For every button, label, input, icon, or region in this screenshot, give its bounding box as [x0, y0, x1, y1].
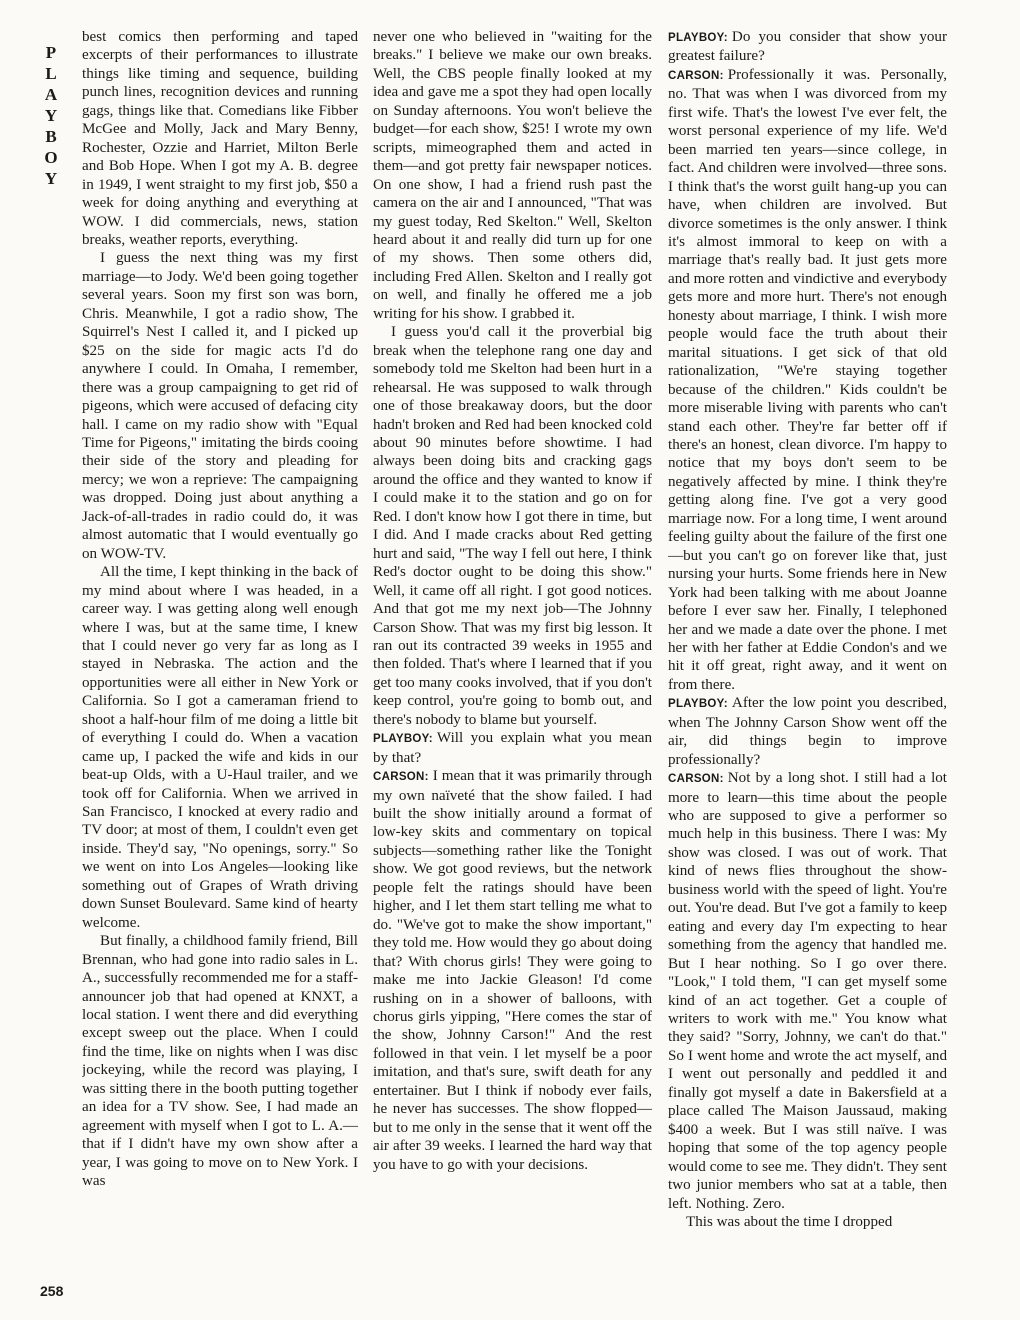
text-column-1 — [82, 28, 358, 1298]
speaker-label: CARSON: — [668, 69, 724, 82]
speaker-label: PLAYBOY: — [668, 32, 728, 44]
paragraph-text: I mean that it was primarily through my own naïveté that the show failed. I had built the show initially around a format of low-key skits and commentary on topical subjects—something rather like the Tonight show. We got good reviews, but the network people felt the ratings should have been higher, and I let them start telling me what to do. "We've got to make the show important," they told me. How would they go about doing that? With chorus girls! They were going to make me into Jackie Gleason! I'd come rushing on in a shower of balloons, with chorus girls yipping, "Here comes the star of the show, Johnny Carson!" And the rest followed in that vein. I let myself be a poor imitation, and that's sure, swift death for any entertainer. But I think if nobody ever fails, he never has successes. The show flopped—but to me only in the sense that it went off the air after 39 weeks. I learned the hard way that you have to go with your decisions. — [373, 768, 652, 1173]
speaker-label: CARSON: — [373, 771, 429, 784]
masthead-letter: L — [45, 64, 57, 83]
speaker-label: PLAYBOY: — [668, 698, 728, 711]
masthead-letter: Y — [44, 169, 58, 188]
speaker-label: CARSON: — [668, 773, 724, 786]
interview-answer — [668, 66, 947, 694]
interview-question — [373, 729, 652, 767]
paragraph-text: Professionally it was. Personally, no. That was when I was divorced from my first wife. That's the lowest I've ever felt, the worst personal experience of my life. We'd been married ten years—since college, in fact. And children were involved—three sons. I think that's the worst guilt hang-up you can have, when children are involved. But divorce sometimes is the only answer. I think it's almost immoral to keep on with a marriage that's really bad. It just gets more and more rotten and vindictive and everybody gets more and more hurt. There's not enough honesty about marriage, I think. I wish more people would face the truth about their marital situations. I get sick of that old rationalization, "We're staying together because of the children." Kids couldn't be more miserable living with parents who can't stand each other. They're far better off if there's an honest, clean divorce. I'm happy to notice that my boys don't seem to be negatively affected by mine. I think they're getting along fine. I've got a very good marriage now. For a long time, I went around feeling guilty about the failure of the first one—but you can't go on forever like that, just nursing your hurts. Some friends here in New York had been talking with me about Joanne before I ever saw her. Finally, I telephoned her and we made a date over the phone. I met her with her father at Eddie Condon's and we hit it off great, right away, and it went on from there. — [668, 66, 947, 693]
interview-answer — [373, 767, 652, 1174]
paragraph-text: Do you consider that show your greatest failure? — [668, 29, 947, 65]
body-paragraph: I guess the next thing was my first marriage—to Jody. We'd been going together several years. Soon my first son was born, Chris. Meanwhile, I got a radio show, The Squirrel's Nest I called it, and I picked up $25 on the side for magic acts I'd do anywhere I could. In Omaha, I remember, there was a group campaigning to get rid of pigeons, which were accused of defacing city hall. I came on my radio show with "Equal Time for Pigeons," imitating the birds cooing their side of the story and pleading for mercy; we won a reprieve: The campaigning was dropped. Doing just about anything a Jack-of-all-trades in radio could do, it was almost automatic that I would eventually go on WOW-TV. — [82, 250, 358, 562]
masthead-letter: O — [44, 148, 58, 167]
paragraph-text: After the low point you described, when The Johnny Carson Show went off the air, did things begin to improve professionally? — [668, 695, 947, 768]
page-number: 258 — [40, 1283, 64, 1299]
body-paragraph: But finally, a childhood family friend, Bill Brennan, who had gone into radio sales in L. A., successfully recommended me for a staff-announcer job that had opened at KNXT, a local station. I went there and did everything except sweep out the place. When I could find the time, like on nights when I was disc jockeying, while the record was playing, I was sitting there in the booth putting together an idea for a TV show. See, I had made an agreement with myself when I got to L. A.—that if I didn't have my own show after a year, I was going to move on to New York. I was — [82, 933, 358, 1190]
magazine-masthead-vertical — [40, 42, 62, 189]
text-column-2 — [373, 28, 652, 1298]
masthead-letter: P — [45, 43, 57, 62]
body-paragraph: All the time, I kept thinking in the back of my mind about where I was headed, in a career way. I was getting along well enough where I was, but at the same time, I knew that I could never go very far as long as I stayed in Nebraska. The action and the opportunities were all either in New York or California. So I got a cameraman friend to shoot a half-hour film of me doing a little bit of everything I could do. When a vacation came up, I packed the wife and kids in our beat-up Olds, with a U-Haul trailer, and we took off for California. When we arrived in San Francisco, I knocked at every radio and TV door; at most of them, I couldn't even get inside. They'd say, "No openings, sorry." So we went on into Los Angeles—looking like something out of Grapes of Wrath driving down Sunset Boulevard. Same kind of hearty welcome. — [82, 564, 358, 931]
masthead-letter: A — [44, 85, 58, 104]
body-paragraph: best comics then performing and taped excerpts of their performances to illustrate things like timing and sequence, building punch lines, recognition devices and running gags, things like that. Comedians like Fibber McGee and Molly, Jack and Mary Benny, Rochester, Ozzie and Harriet, Milton Berle and Bob Hope. When I got my A. B. degree in 1949, I went straight to my first job, $50 a week for doing anything and everything at WOW. I did commercials, news, station breaks, weather reports, everything. — [82, 29, 358, 248]
interview-question — [668, 28, 947, 66]
body-paragraph: never one who believed in "waiting for the breaks." I believe we make our own breaks. Well, the CBS people finally looked at my idea and gave me a spot they had open locally on Sunday afternoons. You won't believe the budget—for each show, $25! I wrote my own scripts, mimeographed them and acted in them—and got pretty fair newspaper notices. On one show, I had a friend rush past the camera on the air and I announced, "That was my guest today, Red Skelton." Well, Skelton heard about it and really did turn up for one of my shows. Then some others did, including Fred Allen. Skelton and I really got on well, and finally he offered me a job writing for his show. I grabbed it. — [373, 29, 652, 322]
masthead-letter: Y — [44, 106, 58, 125]
text-column-3 — [668, 28, 947, 1298]
paragraph-text: Not by a long shot. I still had a lot more to learn—this time about the people who are supposed to give a performer so much help in this business. There I was: My show was closed. I was out of work. That kind of news flies throughout the show-business world with the speed of light. You're out. You're dead. But I've got a family to keep eating and every day I'm expecting to hear something from the agency that handled me. But I hear nothing. So I go over there. "Look," I told them, "I can get myself some kind of an act together. Get a couple of writers to work with me." You know what they said? "Sorry, Johnny, we can't do that." So I went home and wrote the act myself, and I went out personally and peddled it and finally got myself a date in Bakersfield at a place called The Maison Jaussaud, making $400 a week. But I was still naïve. I was hoping that some of the top agency people would come to see me. They didn't. They sent two junior members who sat at a table, then left. Nothing. Zero. — [668, 770, 947, 1212]
speaker-label: PLAYBOY: — [373, 733, 433, 746]
interview-answer — [668, 769, 947, 1213]
body-paragraph: This was about the time I dropped — [686, 1214, 893, 1230]
paragraph-text: Will you explain what you mean by that? — [373, 730, 652, 766]
masthead-letter: B — [45, 127, 57, 146]
body-paragraph: I guess you'd call it the proverbial big break when the telephone rang one day and somebody told me Skelton had been hurt in a rehearsal. He was supposed to walk through one of those breakaway doors, but the door hadn't broken and Red had been knocked cold about 90 minutes before showtime. I had always been doing bits and cracking gags around the office and they wanted to know if I could make it to the station and go on for Red. I don't know how I got there in time, but I did. And I made cracks about Red getting hurt and said, "The way I fell out here, I think Red's doctor ought to be doing this show." Well, it came off all right. I got good notices. And that got me my next job—The Johnny Carson Show. That was my first big lesson. It ran out its contracted 39 weeks in 1955 and then folded. That's where I learned that if you get too many cooks involved, that if you don't keep control, you're going to bomb out, and there's nobody to blame but yourself. — [373, 324, 652, 728]
interview-question — [668, 694, 947, 769]
